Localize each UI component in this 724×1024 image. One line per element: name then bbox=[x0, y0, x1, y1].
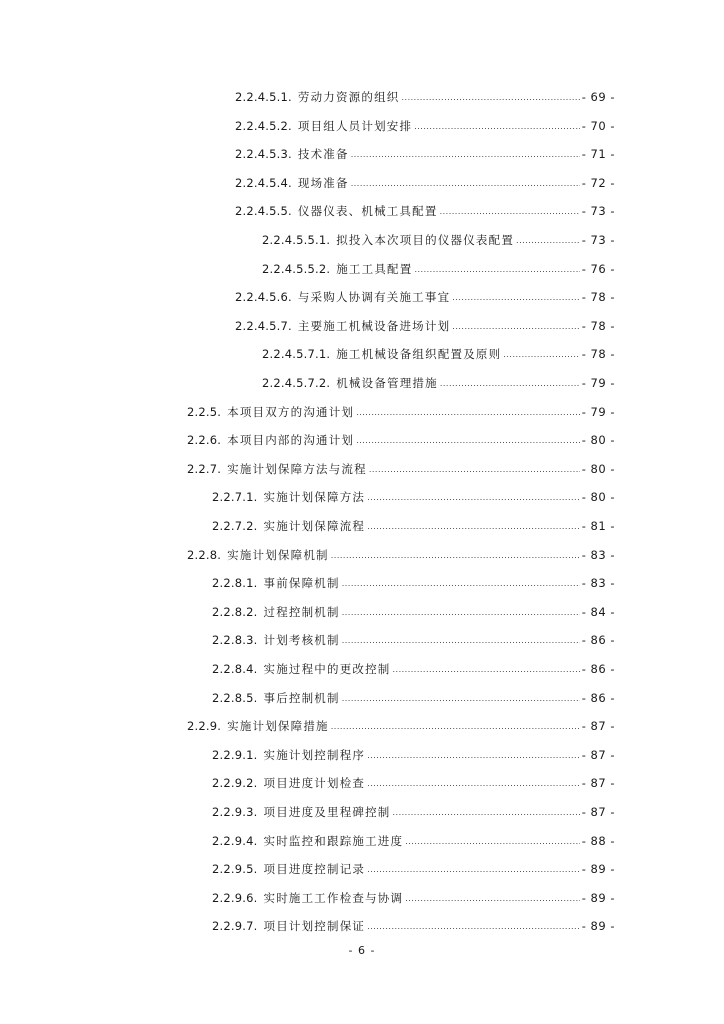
toc-entry-title: 技术准备 bbox=[297, 147, 349, 162]
toc-entry-page: - 72 - bbox=[581, 175, 615, 190]
toc-entry[interactable] bbox=[235, 202, 615, 220]
toc-dot-leader bbox=[342, 632, 580, 650]
toc-entry[interactable] bbox=[262, 374, 615, 392]
toc-entry-page: - 73 - bbox=[581, 204, 615, 219]
toc-entry-number: 2.2.4.5.5.2. bbox=[262, 261, 331, 276]
toc-entry-page: - 79 - bbox=[581, 404, 615, 419]
toc-entry-title: 事后控制机制 bbox=[263, 690, 340, 705]
toc-dot-leader bbox=[393, 661, 580, 679]
toc-entry[interactable] bbox=[262, 260, 615, 278]
toc-entry-number: 2.2.9. bbox=[187, 719, 222, 734]
toc-entry-page: - 78 - bbox=[581, 347, 615, 362]
toc-entry[interactable] bbox=[212, 746, 615, 764]
toc-entry-title: 实施计划保障流程 bbox=[263, 519, 366, 533]
toc-entry-title: 实施计划保障方法与流程 bbox=[227, 461, 367, 476]
toc-entry-page: - 88 - bbox=[581, 833, 615, 848]
toc-entry-title: 实时监控和跟踪施工进度 bbox=[263, 833, 404, 848]
toc-entry-page: - 87 - bbox=[581, 776, 615, 791]
toc-dot-leader bbox=[367, 489, 580, 507]
toc-entry-number: 2.2.9.2. bbox=[212, 776, 258, 791]
toc-entry-page: - 71 - bbox=[581, 147, 615, 162]
toc-entry-page: - 81 - bbox=[581, 519, 615, 533]
toc-entry-title: 事前保障机制 bbox=[263, 576, 340, 591]
toc-dot-leader bbox=[369, 461, 580, 479]
toc-dot-leader bbox=[356, 432, 580, 450]
toc-dot-leader bbox=[516, 232, 580, 250]
toc-entry[interactable] bbox=[212, 603, 615, 621]
toc-entry-page: - 83 - bbox=[581, 576, 615, 591]
toc-entry-number: 2.2.4.5.7.2. bbox=[262, 376, 331, 390]
toc-entry-title: 本项目双方的沟通计划 bbox=[227, 404, 355, 419]
toc-dot-leader bbox=[356, 404, 580, 422]
toc-entry-title: 计划考核机制 bbox=[263, 633, 340, 648]
toc-entry-title: 主要施工机械设备进场计划 bbox=[297, 318, 451, 333]
toc-dot-leader bbox=[452, 318, 579, 336]
toc-entry-page: - 73 - bbox=[581, 233, 615, 247]
toc-entry[interactable] bbox=[212, 774, 615, 792]
toc-dot-leader bbox=[440, 203, 580, 221]
toc-entry-number: 2.2.7.1. bbox=[212, 490, 258, 505]
toc-entry-number: 2.2.4.5.3. bbox=[235, 147, 292, 162]
toc-dot-leader bbox=[452, 289, 579, 307]
toc-entry-number: 2.2.9.7. bbox=[212, 919, 258, 934]
toc-entry-number: 2.2.8.1. bbox=[212, 576, 258, 591]
toc-entry[interactable] bbox=[212, 517, 615, 535]
toc-dot-leader bbox=[367, 518, 580, 536]
toc-entry-title: 施工工具配置 bbox=[336, 261, 413, 276]
toc-entry-page: - 76 - bbox=[581, 261, 615, 276]
toc-dot-leader bbox=[342, 604, 580, 622]
toc-dot-leader bbox=[405, 890, 580, 908]
toc-dot-leader bbox=[367, 918, 580, 936]
toc-entry-page: - 80 - bbox=[581, 490, 615, 505]
toc-entry-title: 仪器仪表、机械工具配置 bbox=[297, 204, 438, 219]
toc-entry[interactable] bbox=[235, 288, 615, 306]
toc-entry[interactable] bbox=[212, 689, 615, 707]
toc-dot-leader bbox=[503, 346, 579, 364]
toc-dot-leader bbox=[367, 775, 580, 793]
toc-entry-title: 实时施工工作检查与协调 bbox=[263, 890, 404, 905]
toc-entry-page: - 87 - bbox=[581, 719, 615, 734]
toc-dot-leader bbox=[414, 261, 579, 279]
toc-entry[interactable] bbox=[187, 460, 615, 478]
toc-entry-title: 项目进度及里程碑控制 bbox=[263, 805, 391, 819]
toc-dot-leader bbox=[393, 804, 580, 822]
toc-entry[interactable] bbox=[235, 174, 615, 192]
toc-dot-leader bbox=[342, 690, 580, 708]
toc-entry-page: - 79 - bbox=[581, 376, 615, 390]
toc-dot-leader bbox=[405, 833, 580, 851]
toc-entry-page: - 80 - bbox=[581, 433, 615, 448]
toc-entry-page: - 70 - bbox=[581, 118, 615, 133]
toc-entry-title: 项目进度控制记录 bbox=[263, 862, 366, 877]
toc-dot-leader bbox=[331, 718, 580, 736]
toc-entry-page: - 87 - bbox=[581, 747, 615, 762]
toc-entry-number: 2.2.5. bbox=[187, 404, 222, 419]
toc-entry-page: - 84 - bbox=[581, 604, 615, 619]
toc-entry-title: 实施计划保障机制 bbox=[227, 547, 329, 562]
toc-entry-title: 劳动力资源的组织 bbox=[297, 90, 400, 104]
toc-entry-page: - 83 - bbox=[581, 547, 615, 562]
toc-entry-title: 实施计划保障措施 bbox=[227, 719, 329, 734]
toc-dot-leader bbox=[367, 861, 580, 879]
toc-entry-page: - 78 - bbox=[581, 290, 615, 305]
toc-entry-number: 2.2.8.3. bbox=[212, 633, 258, 648]
toc-entry[interactable] bbox=[212, 889, 615, 907]
toc-entry-number: 2.2.8.5. bbox=[212, 690, 258, 705]
toc-entry-number: 2.2.4.5.1. bbox=[235, 90, 292, 104]
toc-entry-title: 现场准备 bbox=[297, 175, 349, 190]
toc-entry[interactable] bbox=[212, 917, 615, 935]
toc-entry[interactable] bbox=[212, 660, 615, 678]
toc-entry[interactable] bbox=[212, 488, 615, 506]
toc-entry-number: 2.2.9.6. bbox=[212, 890, 258, 905]
toc-dot-leader bbox=[331, 547, 580, 565]
toc-entry-number: 2.2.4.5.7.1. bbox=[262, 347, 331, 362]
toc-entry[interactable] bbox=[262, 231, 615, 249]
toc-entry-page: - 89 - bbox=[581, 890, 615, 905]
toc-entry-title: 项目计划控制保证 bbox=[263, 919, 366, 934]
toc-entry[interactable] bbox=[235, 88, 615, 106]
toc-entry-number: 2.2.9.4. bbox=[212, 833, 258, 848]
toc-entry-page: - 86 - bbox=[581, 690, 615, 705]
toc-entry-page: - 89 - bbox=[581, 919, 615, 934]
toc-entry[interactable] bbox=[262, 345, 615, 363]
toc-entry-number: 2.2.4.5.4. bbox=[235, 175, 292, 190]
toc-dot-leader bbox=[440, 375, 580, 393]
toc-entry-number: 2.2.4.5.5. bbox=[235, 204, 292, 219]
toc-entry-page: - 78 - bbox=[581, 318, 615, 333]
toc-entry-title: 施工机械设备组织配置及原则 bbox=[336, 347, 502, 362]
toc-entry-number: 2.2.8.2. bbox=[212, 604, 258, 619]
toc-entry-title: 项目进度计划检查 bbox=[263, 776, 366, 791]
toc-entry-number: 2.2.9.5. bbox=[212, 862, 258, 877]
toc-entry-number: 2.2.4.5.7. bbox=[235, 318, 292, 333]
toc-entry[interactable] bbox=[212, 631, 615, 649]
toc-entry-number: 2.2.6. bbox=[187, 433, 222, 448]
page-number-footer: - 6 - bbox=[348, 944, 376, 957]
toc-entry-page: - 89 - bbox=[581, 862, 615, 877]
toc-entry-title: 本项目内部的沟通计划 bbox=[227, 433, 355, 448]
toc-entry[interactable] bbox=[187, 431, 615, 449]
toc-entry-page: - 86 - bbox=[581, 662, 615, 676]
toc-entry-title: 实施计划保障方法 bbox=[263, 490, 366, 505]
toc-entry-number: 2.2.4.5.2. bbox=[235, 118, 292, 133]
toc-entry[interactable] bbox=[235, 317, 615, 335]
toc-entry[interactable] bbox=[212, 832, 615, 850]
toc-entry-title: 实施计划控制程序 bbox=[263, 747, 366, 762]
toc-entry[interactable] bbox=[187, 403, 615, 421]
toc-entry-page: - 69 - bbox=[581, 90, 615, 104]
toc-dot-leader bbox=[342, 575, 580, 593]
toc-entry[interactable] bbox=[212, 803, 615, 821]
toc-entry-number: 2.2.7.2. bbox=[212, 519, 258, 533]
toc-dot-leader bbox=[367, 747, 580, 765]
toc-entry-number: 2.2.9.3. bbox=[212, 805, 258, 819]
toc-entry-number: 2.2.4.5.5.1. bbox=[262, 233, 331, 247]
toc-entry-page: - 87 - bbox=[581, 805, 615, 819]
toc-entry[interactable] bbox=[187, 717, 615, 735]
toc-entry-number: 2.2.9.1. bbox=[212, 747, 258, 762]
toc-entry[interactable] bbox=[212, 574, 615, 592]
toc-entry-page: - 80 - bbox=[581, 461, 615, 476]
toc-entry-title: 拟投入本次项目的仪器仪表配置 bbox=[336, 233, 515, 247]
toc-entry-title: 机械设备管理措施 bbox=[336, 376, 438, 390]
toc-entry[interactable] bbox=[212, 860, 615, 878]
toc-entry-title: 实施过程中的更改控制 bbox=[263, 662, 391, 676]
toc-entry[interactable] bbox=[235, 145, 615, 163]
toc-entry-page: - 86 - bbox=[581, 633, 615, 648]
toc-entry-title: 过程控制机制 bbox=[263, 604, 340, 619]
toc-entry-title: 项目组人员计划安排 bbox=[297, 118, 413, 133]
toc-entry[interactable] bbox=[187, 546, 615, 564]
toc-dot-leader bbox=[414, 118, 580, 136]
toc-entry[interactable] bbox=[235, 117, 615, 135]
toc-dot-leader bbox=[401, 89, 579, 107]
toc-entry-number: 2.2.4.5.6. bbox=[235, 290, 292, 305]
toc-dot-leader bbox=[351, 146, 580, 164]
toc-entry-number: 2.2.8.4. bbox=[212, 662, 258, 676]
toc-entry-number: 2.2.8. bbox=[187, 547, 222, 562]
toc-entry-title: 与采购人协调有关施工事宜 bbox=[297, 290, 451, 305]
toc-dot-leader bbox=[351, 175, 580, 193]
toc-entry-number: 2.2.7. bbox=[187, 461, 222, 476]
